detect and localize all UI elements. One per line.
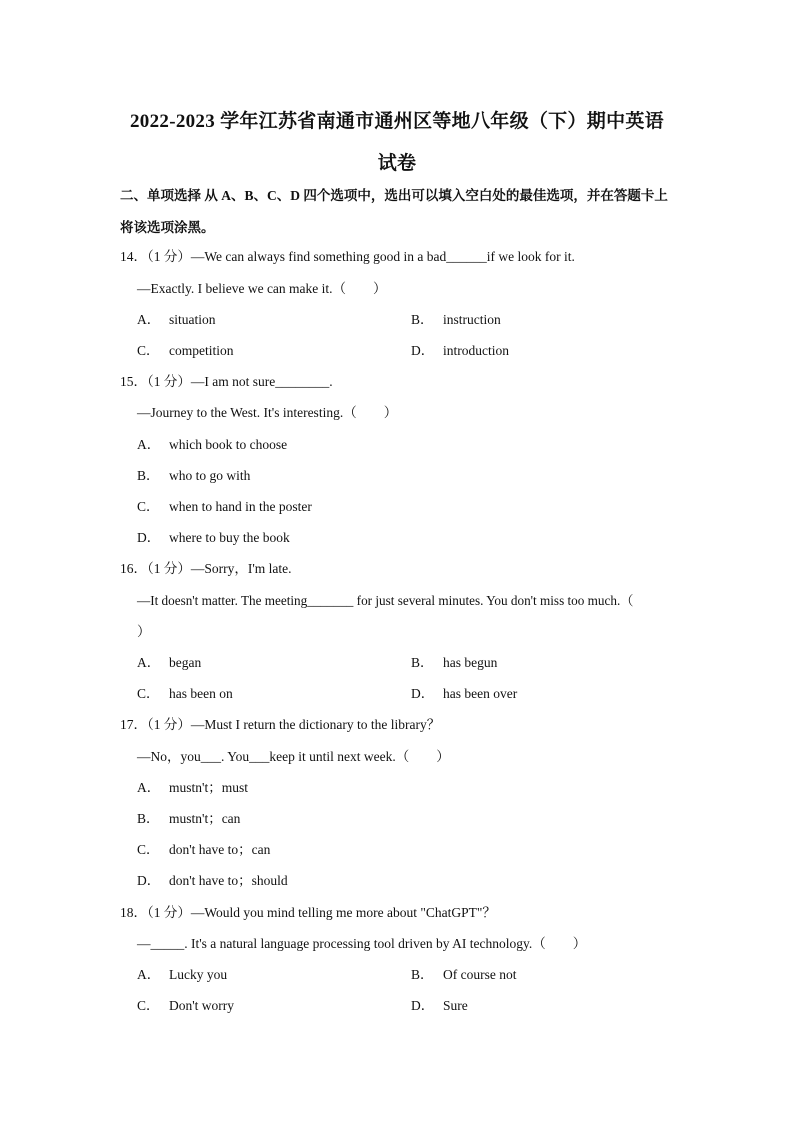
option-letter: C． — [137, 499, 160, 514]
option-text: instruction — [443, 312, 501, 327]
option-text: situation — [169, 312, 216, 327]
option-letter: B． — [411, 967, 434, 982]
option-text: who to go with — [169, 468, 251, 483]
option-text: where to buy the book — [169, 530, 290, 545]
question-18-option-c — [137, 996, 234, 1016]
option-text: don't have to；should — [169, 873, 288, 888]
option-letter: C． — [137, 343, 160, 358]
question-16-reply: —It doesn't matter. The meeting_______ for just several minutes. You don't miss too much.（ — [137, 593, 634, 608]
question-17-option-c — [137, 840, 270, 860]
option-letter: A． — [137, 437, 161, 452]
section-heading: 二、单项选择 从 A、B、C、D 四个选项中，选出可以填入空白处的最佳选项，并在答题卡上将该选项涂黑。 — [120, 188, 668, 235]
question-14-option-a — [137, 310, 216, 330]
question-15-option-c — [137, 497, 312, 517]
option-letter: D． — [137, 530, 161, 545]
question-15-option-d — [137, 528, 290, 548]
question-14-reply: —Exactly. I believe we can make it.（ ） — [137, 281, 387, 296]
question-15-option-a — [137, 435, 287, 455]
option-letter: A． — [137, 780, 161, 795]
question-14-option-b — [411, 310, 501, 330]
option-letter: B． — [137, 811, 160, 826]
question-14-option-d — [411, 341, 509, 361]
question-18-reply: —_____. It's a natural language processing tool driven by AI technology.（ ） — [137, 936, 587, 951]
question-14-option-c — [137, 341, 234, 361]
option-letter: B． — [411, 312, 434, 327]
option-text: Sure — [443, 998, 468, 1013]
option-text: Of course not — [443, 967, 517, 982]
exam-title-continued: 试卷 — [377, 153, 417, 174]
option-text: mustn't；can — [169, 811, 241, 826]
option-letter: C． — [137, 842, 160, 857]
exam-title: 2022-2023 学年江苏省南通市通州区等地八年级（下）期中英语 — [130, 111, 664, 132]
option-letter: C． — [137, 998, 160, 1013]
option-text: Lucky you — [169, 967, 228, 982]
option-text: which book to choose — [169, 437, 288, 452]
option-letter: D． — [411, 998, 435, 1013]
question-17-stem: 17．（1 分）—Must I return the dictionary to the library？ — [120, 717, 441, 732]
option-letter: D． — [137, 873, 161, 888]
option-letter: C． — [137, 686, 160, 701]
option-letter: A． — [137, 312, 161, 327]
question-17-option-b — [137, 809, 240, 829]
question-17-option-d — [137, 871, 288, 891]
question-18-stem: 18．（1 分）—Would you mind telling me more about "ChatGPT"？ — [120, 905, 496, 920]
question-15-option-b — [137, 466, 250, 486]
option-letter: A． — [137, 967, 161, 982]
question-15-stem: 15．（1 分）—I am not sure________. — [120, 374, 333, 389]
question-16-option-c — [137, 684, 233, 704]
question-16-option-b — [411, 653, 497, 673]
option-text: competition — [169, 343, 234, 358]
question-16-reply-cont: ） — [137, 624, 151, 639]
option-text: mustn't；must — [169, 780, 248, 795]
option-text: has been on — [169, 686, 233, 701]
option-letter: B． — [137, 468, 160, 483]
question-15-reply: —Journey to the West. It's interesting.（ ） — [137, 405, 398, 420]
option-text: Don't worry — [169, 998, 235, 1013]
option-letter: B． — [411, 655, 434, 670]
question-16-option-d — [411, 684, 517, 704]
question-18-option-b — [411, 965, 516, 985]
option-text: has been over — [443, 686, 518, 701]
question-16-stem: 16．（1 分）—Sorry，I'm late. — [120, 561, 292, 576]
option-letter: D． — [411, 343, 435, 358]
question-16-option-a — [137, 653, 201, 673]
option-text: when to hand in the poster — [169, 499, 312, 514]
question-17-reply: —No，you___. You___keep it until next week.（ ） — [137, 749, 450, 764]
option-letter: D． — [411, 686, 435, 701]
option-text: introduction — [443, 343, 509, 358]
question-17-option-a — [137, 778, 248, 798]
question-18-option-d — [411, 996, 468, 1016]
option-text: began — [169, 655, 202, 670]
option-text: has begun — [443, 655, 498, 670]
option-text: don't have to；can — [169, 842, 271, 857]
option-letter: A． — [137, 655, 161, 670]
question-14-stem: 14．（1 分）—We can always find something good in a bad______if we look for it. — [120, 249, 575, 264]
question-18-option-a — [137, 965, 227, 985]
